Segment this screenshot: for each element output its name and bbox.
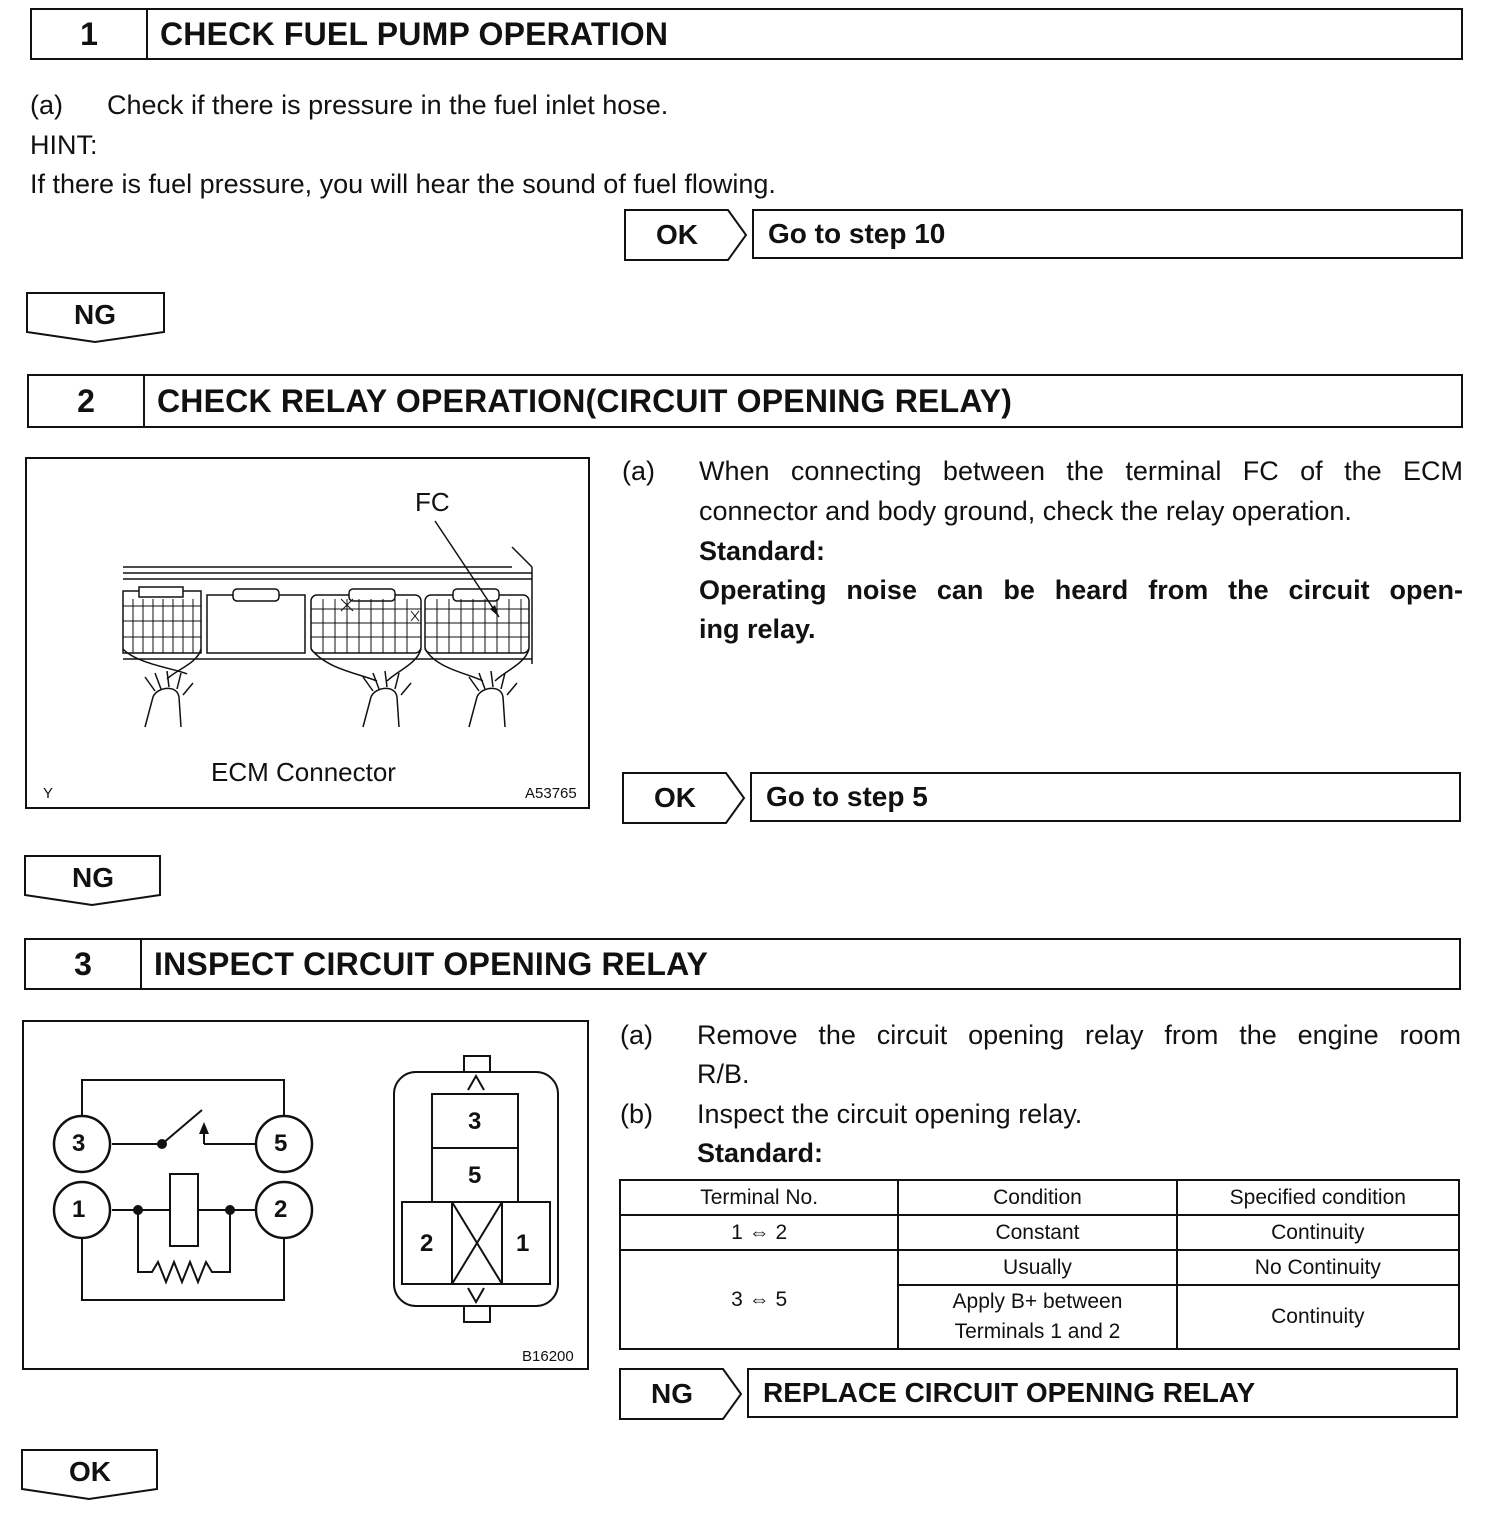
figure-id-b16200: B16200	[522, 1348, 574, 1365]
step3-ng-tag	[619, 1368, 743, 1420]
terminal-5-label: 5	[274, 1130, 288, 1157]
step3-ok-tag	[21, 1449, 161, 1501]
row3-specified: Continuity	[1177, 1285, 1459, 1349]
row2-condition: Usually	[898, 1250, 1176, 1285]
step1-ng-tag	[26, 292, 166, 344]
header-condition: Condition	[898, 1180, 1176, 1215]
step3-standard-label: Standard:	[697, 1138, 824, 1168]
terminal-3-label: 3	[72, 1130, 86, 1157]
step2-ok-result: Go to step 5	[750, 772, 1461, 822]
step2-standard-label: Standard:	[699, 536, 826, 566]
step3-header	[24, 938, 1461, 990]
step1-number: 1	[32, 10, 148, 58]
step1-item-a-text: Check if there is pressure in the fuel inlet hose.	[107, 90, 669, 120]
ecm-caption: ECM Connector	[211, 757, 396, 787]
connector-block-3	[311, 589, 421, 653]
relay-pin-1-label: 1	[516, 1230, 530, 1257]
step2-title: CHECK RELAY OPERATION(CIRCUIT OPENING RELAY)	[157, 382, 1013, 419]
step3-title: INSPECT CIRCUIT OPENING RELAY	[154, 945, 709, 982]
step3-ok-label: OK	[69, 1456, 111, 1487]
table-header-row	[620, 1180, 1459, 1215]
relay-circuit-drawing	[24, 1022, 587, 1368]
step2-ok-tag	[622, 772, 746, 824]
step3-item-a-line2: R/B.	[697, 1059, 750, 1089]
relay-pin-5-label: 5	[468, 1162, 482, 1189]
step2-item-a-label: (a)	[622, 456, 655, 486]
relay-pin-2-label: 2	[420, 1230, 434, 1257]
header-specified: Specified condition	[1177, 1180, 1459, 1215]
step2-item-a-line2: connector and body ground, check the relay operation.	[699, 496, 1352, 526]
fc-label: FC	[415, 487, 450, 517]
row1-specified: Continuity	[1177, 1215, 1459, 1250]
step3-ng-result: REPLACE CIRCUIT OPENING RELAY	[747, 1368, 1458, 1418]
step3-number: 3	[26, 940, 142, 988]
step1-item-a-label: (a)	[30, 90, 63, 120]
step1-ok-tag	[624, 209, 748, 261]
ecm-connector-drawing	[27, 459, 588, 807]
step2-number: 2	[29, 376, 145, 426]
step1-header	[30, 8, 1463, 60]
step2-ng-label: NG	[72, 862, 114, 893]
row3-condition-line2: Terminals 1 and 2	[954, 1320, 1121, 1343]
terminal-1-label: 1	[72, 1196, 86, 1223]
table-row	[620, 1215, 1459, 1250]
figure-corner-y: Y	[43, 785, 54, 802]
step1-title: CHECK FUEL PUMP OPERATION	[160, 15, 669, 52]
step3-item-b-text: Inspect the circuit opening relay.	[697, 1099, 1083, 1129]
terminal-2-label: 2	[274, 1196, 288, 1223]
step1-ok-label: OK	[656, 219, 698, 250]
table-row	[620, 1250, 1459, 1285]
step3-ng-label: NG	[651, 1378, 693, 1409]
step2-ng-tag	[24, 855, 164, 907]
ecm-connector-figure	[25, 457, 590, 809]
figure-id-a53765: A53765	[525, 785, 577, 802]
row3-condition	[898, 1285, 1176, 1349]
connector-block-4	[425, 589, 529, 653]
step3-item-a-label: (a)	[620, 1020, 653, 1050]
step2-item-a-line1: When connecting between the terminal FC of the ECM	[699, 456, 1463, 486]
row2-specified: No Continuity	[1177, 1250, 1459, 1285]
step2-header	[27, 374, 1463, 428]
step2-ok-label: OK	[654, 782, 696, 813]
connector-block-1	[123, 587, 201, 653]
step1-hint-text: If there is fuel pressure, you will hear the sound of fuel flowing.	[30, 169, 776, 199]
step1-hint-label: HINT:	[30, 130, 98, 160]
header-terminal: Terminal No.	[620, 1180, 898, 1215]
relay-pin-3-label: 3	[468, 1108, 482, 1135]
relay-spec-table	[619, 1179, 1460, 1350]
step3-item-b-label: (b)	[620, 1099, 653, 1129]
relay-figure	[22, 1020, 589, 1370]
step2-standard-line2: ing relay.	[699, 614, 816, 644]
row3-condition-line1: Apply B+ between	[952, 1290, 1123, 1313]
row1-condition: Constant	[898, 1215, 1176, 1250]
row2-terminal: 3 ⇔ 5	[620, 1250, 898, 1349]
switch-arrow-icon	[199, 1122, 209, 1134]
connector-block-2	[207, 589, 305, 653]
step3-item-a-line1: Remove the circuit opening relay from the engine room	[697, 1020, 1461, 1050]
step1-ng-label: NG	[74, 299, 116, 330]
step2-standard-line1: Operating noise can be heard from the circuit open-	[699, 575, 1463, 605]
row1-terminal: 1 ⇔ 2	[620, 1215, 898, 1250]
step1-ok-result: Go to step 10	[752, 209, 1463, 259]
